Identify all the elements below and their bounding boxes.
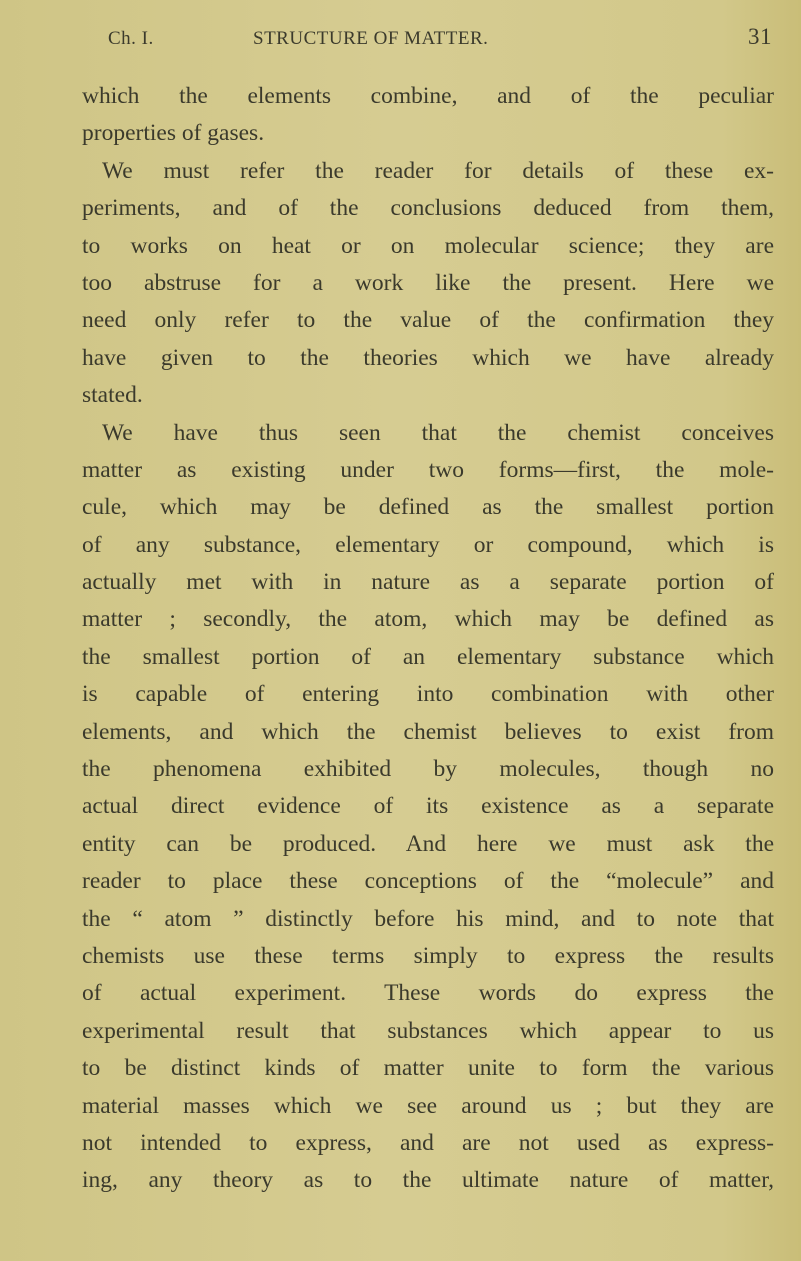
text-line: chemists use these terms simply to express the results: [82, 942, 774, 969]
text-line: matter as existing under two forms—first, the mole-: [82, 456, 774, 483]
text-line: actual direct evidence of its existence as a separate: [82, 793, 774, 820]
text-line: of any substance, elementary or compound, which is: [82, 531, 774, 558]
text-line: entity can be produced. And here we must ask the: [82, 830, 774, 857]
text-line: ing, any theory as to the ultimate nature of matter,: [82, 1167, 774, 1194]
page-number: 31: [748, 24, 772, 49]
text-line: cule, which may be defined as the smallest portion: [82, 494, 774, 521]
text-line: to works on heat or on molecular science; they are: [82, 232, 774, 259]
text-line: matter ; secondly, the atom, which may be defined as: [82, 606, 774, 633]
text-line: have given to the theories which we have already: [82, 344, 774, 371]
text-line: the smallest portion of an elementary substance which: [82, 643, 774, 670]
text-line: to be distinct kinds of matter unite to form the various: [82, 1055, 774, 1082]
text-line: material masses which we see around us ; but they are: [82, 1092, 774, 1119]
text-line: reader to place these conceptions of the “molecule” and: [82, 868, 774, 895]
text-line: We have thus seen that the chemist conceives: [102, 419, 774, 446]
text-line: experimental result that substances which appear to us: [82, 1017, 774, 1044]
text-line: periments, and of the conclusions deduced from them,: [82, 195, 774, 222]
text-line: properties of gases.: [82, 120, 265, 147]
running-title: STRUCTURE OF MATTER.: [253, 28, 489, 49]
chapter-label: Ch. I.: [108, 28, 154, 49]
text-line: actually met with in nature as a separate portion of: [82, 569, 774, 596]
text-line: the phenomena exhibited by molecules, though no: [82, 756, 774, 783]
text-line: stated.: [82, 382, 143, 409]
text-line: too abstruse for a work like the present. Here we: [82, 269, 774, 296]
text-line: need only refer to the value of the confirmation they: [82, 307, 774, 334]
running-header: [108, 24, 772, 58]
text-line: elements, and which the chemist believes to exist from: [82, 718, 774, 745]
text-line: which the elements combine, and of the peculiar: [82, 83, 774, 109]
text-line: is capable of entering into combination with other: [82, 681, 774, 708]
text-line: the “ atom ” distinctly before his mind, and to note that: [82, 905, 774, 932]
text-line: We must refer the reader for details of these ex-: [102, 157, 774, 184]
text-line: not intended to express, and are not used as express-: [82, 1129, 774, 1156]
text-line: of actual experiment. These words do express the: [82, 980, 774, 1007]
page-body: [82, 78, 774, 1200]
